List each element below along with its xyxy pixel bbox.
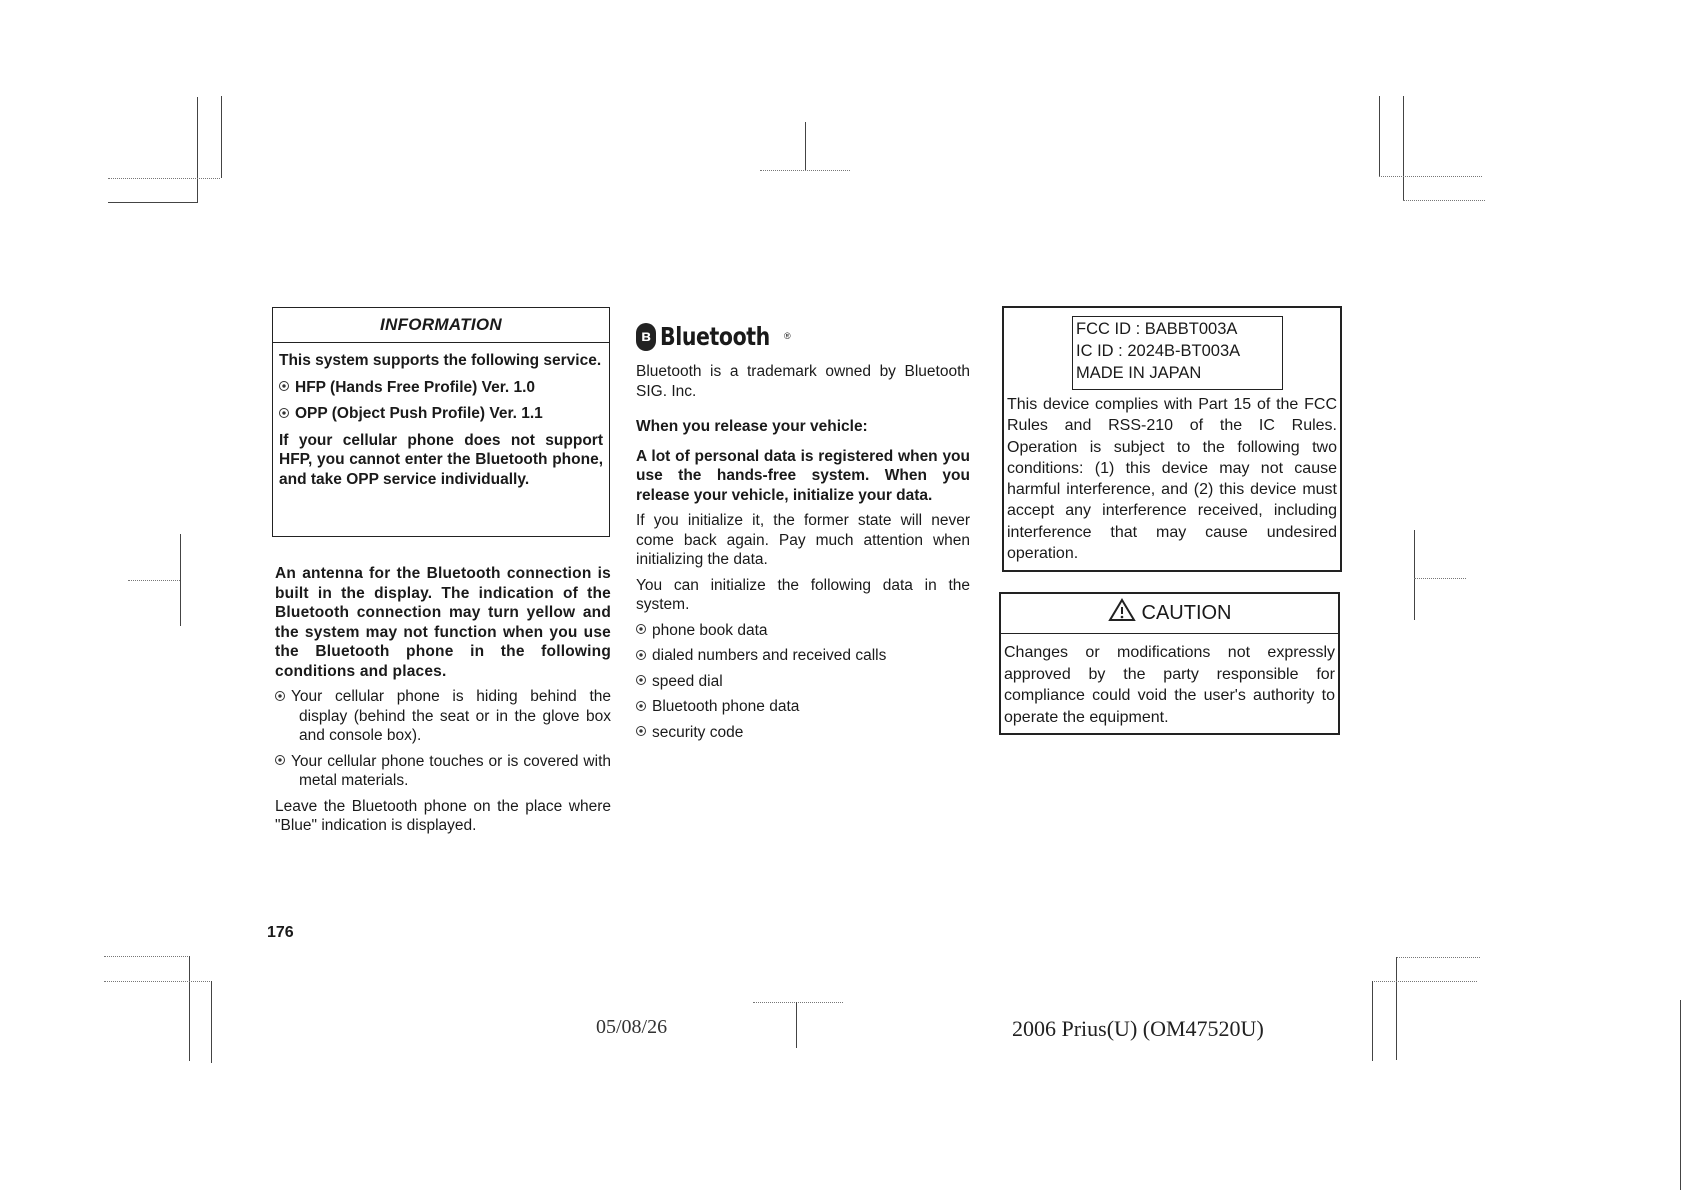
caution-text: Changes or modifications not expressly approved by the party responsible for compliance could void the user's authority to operate the equipment.	[1004, 644, 1335, 726]
list-item: dialed numbers and received calls	[636, 646, 970, 666]
initialize-warning: If you initialize it, the former state will never come back again. Pay much attention when initializing the data.	[636, 512, 970, 568]
release-heading: When you release your vehicle:	[636, 418, 868, 435]
initialize-intro: You can initialize the following data in the system.	[636, 576, 970, 613]
bullet-icon	[636, 624, 646, 634]
antenna-section	[275, 564, 611, 842]
bullet-icon	[636, 650, 646, 660]
information-box	[272, 307, 610, 537]
bluetooth-section	[636, 318, 970, 748]
release-text: A lot of personal data is registered when you use the hands-free system. When you release your vehicle, initialize your data.	[636, 447, 970, 504]
bullet-icon	[279, 381, 289, 391]
list-item: security code	[636, 723, 970, 743]
information-note: If your cellular phone does not support HFP, you cannot enter the Bluetooth phone, and take OPP service individually.	[279, 431, 603, 488]
antenna-closing: Leave the Bluetooth phone on the place where "Blue" indication is displayed.	[275, 797, 611, 834]
list-item: phone book data	[636, 621, 970, 641]
print-date: 05/08/26	[596, 1016, 668, 1038]
condition-item: Your cellular phone touches or is covered with metal materials.	[275, 752, 611, 791]
bullet-icon	[275, 755, 285, 765]
information-intro: This system supports the following service.	[279, 352, 602, 369]
list-item: Bluetooth phone data	[636, 697, 970, 717]
fcc-box	[1002, 306, 1342, 572]
model-label: 2006 Prius(U) (OM47520U)	[1012, 1016, 1264, 1041]
service-item: HFP (Hands Free Profile) Ver. 1.0	[279, 378, 603, 398]
caution-box	[999, 592, 1340, 735]
list-item: speed dial	[636, 672, 970, 692]
caution-heading: CAUTION	[1001, 594, 1338, 634]
page-number: 176	[267, 924, 294, 941]
warning-icon	[1108, 598, 1136, 622]
bluetooth-icon: ʙ	[636, 323, 656, 351]
bullet-icon	[636, 726, 646, 736]
bullet-icon	[275, 691, 285, 701]
information-heading: INFORMATION	[273, 308, 609, 343]
fcc-id-label: FCC ID : BABBT003A IC ID : 2024B-BT003A MADE IN JAPAN	[1072, 316, 1283, 390]
condition-item: Your cellular phone is hiding behind the display (behind the seat or in the glove box and console box).	[275, 687, 611, 746]
bluetooth-logo: ʙ Bluetooth ®	[636, 318, 970, 356]
bullet-icon	[279, 408, 289, 418]
trademark-text: Bluetooth is a trademark owned by Bluetooth SIG. Inc.	[636, 363, 970, 400]
antenna-text: An antenna for the Bluetooth connection is built in the display. The indication of the Bluetooth connection may turn yellow and the system may not function when you use the Bluetooth phone in the following conditions and places.	[275, 565, 611, 680]
data-item-list	[636, 621, 970, 743]
bullet-icon	[636, 675, 646, 685]
fcc-statement: This device complies with Part 15 of the FCC Rules and RSS-210 of the IC Rules. Operation is subject to the following two conditions: (1) this device may not cause harmful interference, and (2) this device must accept any interference received, including interference that may cause undesired operation.	[1007, 396, 1337, 563]
service-item: OPP (Object Push Profile) Ver. 1.1	[279, 404, 603, 424]
bullet-icon	[636, 701, 646, 711]
